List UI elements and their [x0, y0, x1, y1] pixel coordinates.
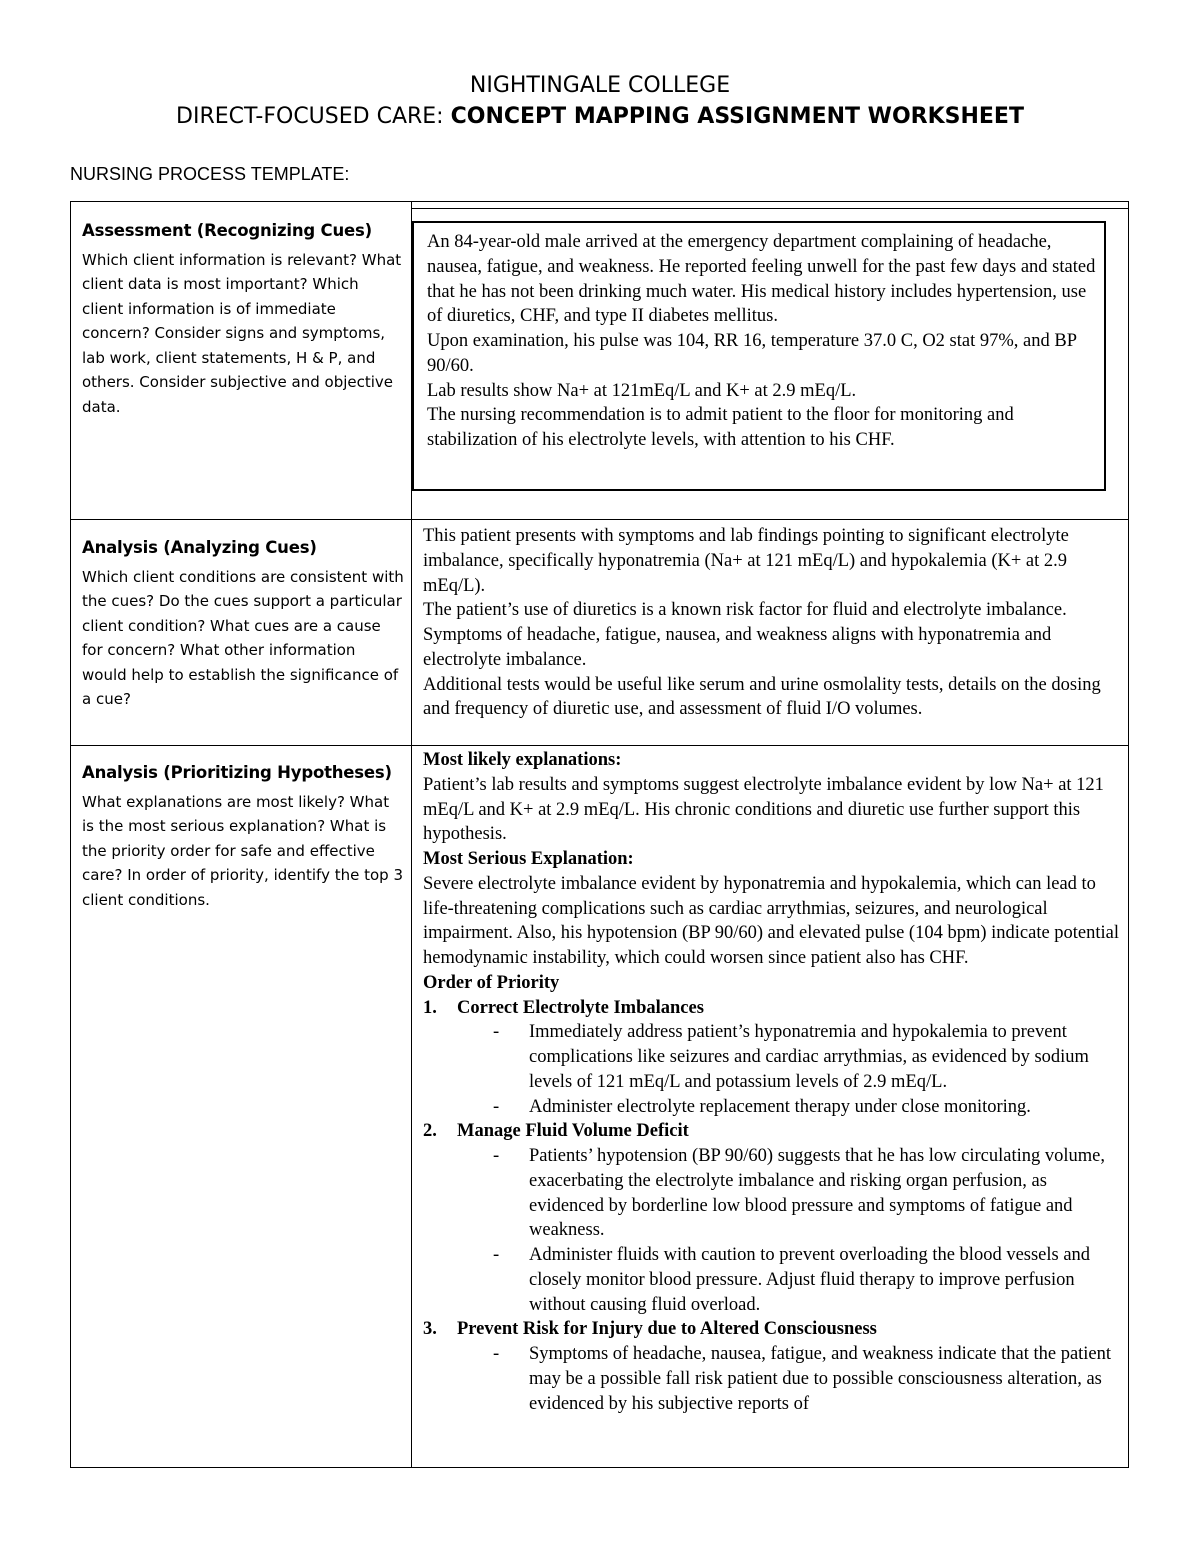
assessment-paragraph: Lab results show Na+ at 121mEq/L and K+ at 2.9 mEq/L. — [427, 380, 857, 401]
analyzing-paragraph: Symptoms of headache, fatigue, nausea, and weakness aligns with hyponatremia and electrolyte imbalance. — [423, 625, 1052, 670]
prioritizing-label-cell — [82, 761, 404, 912]
priority-number: 2. — [423, 1121, 437, 1142]
prioritizing-answer — [423, 748, 1123, 1416]
assessment-label-cell — [82, 219, 404, 419]
priority-number: 1. — [423, 997, 437, 1018]
assessment-paragraph: An 84-year-old male arrived at the emergency department complaining of headache, nausea, fatigue, and weakness. He reported feeling unwell for the past few days and stated that he has not been drinking much water. His medical history includes hypertension, use of diuretics, CHF, and type II diabetes mellitus. — [427, 232, 1096, 327]
priority-point: - Administer fluids with caution to prevent overloading the blood vessels and closely monitor blood pressure. Adjust fluid therapy to improve perfusion without causing fluid overload. — [423, 1243, 1123, 1317]
prioritizing-prompt: What explanations are most likely? What is the most serious explanation? What is the priority order for safe and effective care? In order of priority, identify the top 3 client conditions. — [82, 792, 403, 909]
priority-item — [423, 1119, 1123, 1144]
serious-heading: Most Serious Explanation: — [423, 849, 634, 869]
template-subtitle: NURSING PROCESS TEMPLATE: — [70, 164, 350, 184]
priority-title: Manage Fluid Volume Deficit — [457, 1121, 689, 1142]
priority-point: - Immediately address patient’s hyponatremia and hypokalemia to prevent complications like seizures and cardiac arrythmias, as evidenced by sodium levels of 121 mEq/L and potassium levels of 2.9 mEq/L. — [423, 1020, 1123, 1094]
analyzing-prompt: Which client conditions are consistent with the cues? Do the cues support a particular client condition? What cues are a cause for concern? What other information would help to establish the significance of a cue? — [82, 567, 404, 708]
worksheet-title-bold: CONCEPT MAPPING ASSIGNMENT WORKSHEET — [450, 104, 1024, 129]
assessment-title: Assessment (Recognizing Cues) — [82, 221, 372, 240]
analyzing-answer — [423, 524, 1123, 722]
priority-point-text: Symptoms of headache, nausea, fatigue, and weakness indicate that the patient may be a possible fall risk patient due to possible consciousness alteration, as evidenced by his subjective reports of — [529, 1344, 1112, 1414]
priority-title: Correct Electrolyte Imbalances — [457, 997, 704, 1018]
worksheet-title — [0, 104, 1200, 130]
likely-text: Patient’s lab results and symptoms suggest electrolyte imbalance evident by low Na+ at 121 mEq/L and K+ at 2.9 mEq/L. His chronic conditions and diuretic use further support this hypothesis. — [423, 774, 1104, 845]
serious-text: Severe electrolyte imbalance evident by hyponatremia and hypokalemia, which can lead to life-threatening complications such as cardiac arrythmias, seizures, and neurological impairment. Also, his hypotension (BP 90/60) and elevated pulse (104 bpm) indicate potential hemodynamic instability, which could worsen since patient also has CHF. — [423, 873, 1120, 968]
analyzing-label-cell — [82, 536, 404, 712]
priority-point-text: Immediately address patient’s hyponatremia and hypokalemia to prevent complications like seizures and cardiac arrythmias, as evidenced by sodium levels of 121 mEq/L and potassium levels of 2.9 mEq/L. — [529, 1022, 1089, 1092]
priority-point-text: Patients’ hypotension (BP 90/60) suggests that he has low circulating volume, exacerbating the electrolyte imbalance and risking organ perfusion, as evidenced by borderline low blood pressure and symptoms of fatigue and weakness. — [529, 1146, 1105, 1241]
assessment-answer — [427, 230, 1097, 453]
priority-title: Prevent Risk for Injury due to Altered Consciousness — [457, 1319, 877, 1340]
priority-point: - Administer electrolyte replacement therapy under close monitoring. — [423, 1095, 1123, 1120]
priority-point: - Patients’ hypotension (BP 90/60) suggests that he has low circulating volume, exacerbating the electrolyte imbalance and risking organ perfusion, as evidenced by borderline low blood pressure and symptoms of fatigue and weakness. — [423, 1144, 1123, 1243]
order-heading: Order of Priority — [423, 972, 560, 993]
assessment-paragraph: The nursing recommendation is to admit patient to the floor for monitoring and stabilization of his electrolyte levels, with attention to his CHF. — [427, 405, 1014, 450]
college-name: NIGHTINGALE COLLEGE — [469, 73, 731, 98]
priority-point-text: Administer electrolyte replacement therapy under close monitoring. — [529, 1096, 1031, 1117]
analyzing-paragraph: Additional tests would be useful like serum and urine osmolality tests, details on the dosing and frequency of diuretic use, and assessment of fluid I/O volumes. — [423, 674, 1101, 720]
priority-point: - Symptoms of headache, nausea, fatigue, and weakness indicate that the patient may be a possible fall risk patient due to possible consciousness alteration, as evidenced by his subjective reports of — [423, 1342, 1123, 1416]
assessment-prompt: Which client information is relevant? What client data is most important? Which client information is of immediate concern? Consider signs and symptoms, lab work, client statements, H & P, and others. Consider subjective and objective data. — [82, 250, 402, 416]
priority-point-text: Administer fluids with caution to prevent overloading the blood vessels and closely monitor blood pressure. Adjust fluid therapy to improve perfusion without causing fluid overload. — [529, 1245, 1091, 1315]
priority-item — [423, 1317, 1123, 1342]
analyzing-paragraph: This patient presents with symptoms and lab findings pointing to significant electrolyte imbalance, specifically hyponatremia (Na+ at 121 mEq/L) and hypokalemia (K+ at 2.9 mEq/L). — [423, 526, 1069, 596]
analyzing-paragraph: The patient’s use of diuretics is a known risk factor for fluid and electrolyte imbalance. — [423, 600, 1067, 621]
prioritizing-title: Analysis (Prioritizing Hypotheses) — [82, 763, 392, 782]
likely-heading: Most likely explanations: — [423, 750, 622, 770]
assessment-paragraph: Upon examination, his pulse was 104, RR 16, temperature 37.0 C, O2 stat 97%, and BP 90/60. — [427, 331, 1077, 376]
priority-number: 3. — [423, 1319, 437, 1340]
worksheet-title-prefix: DIRECT-FOCUSED CARE: — [176, 104, 451, 129]
priority-item — [423, 996, 1123, 1021]
analyzing-title: Analysis (Analyzing Cues) — [82, 538, 317, 557]
